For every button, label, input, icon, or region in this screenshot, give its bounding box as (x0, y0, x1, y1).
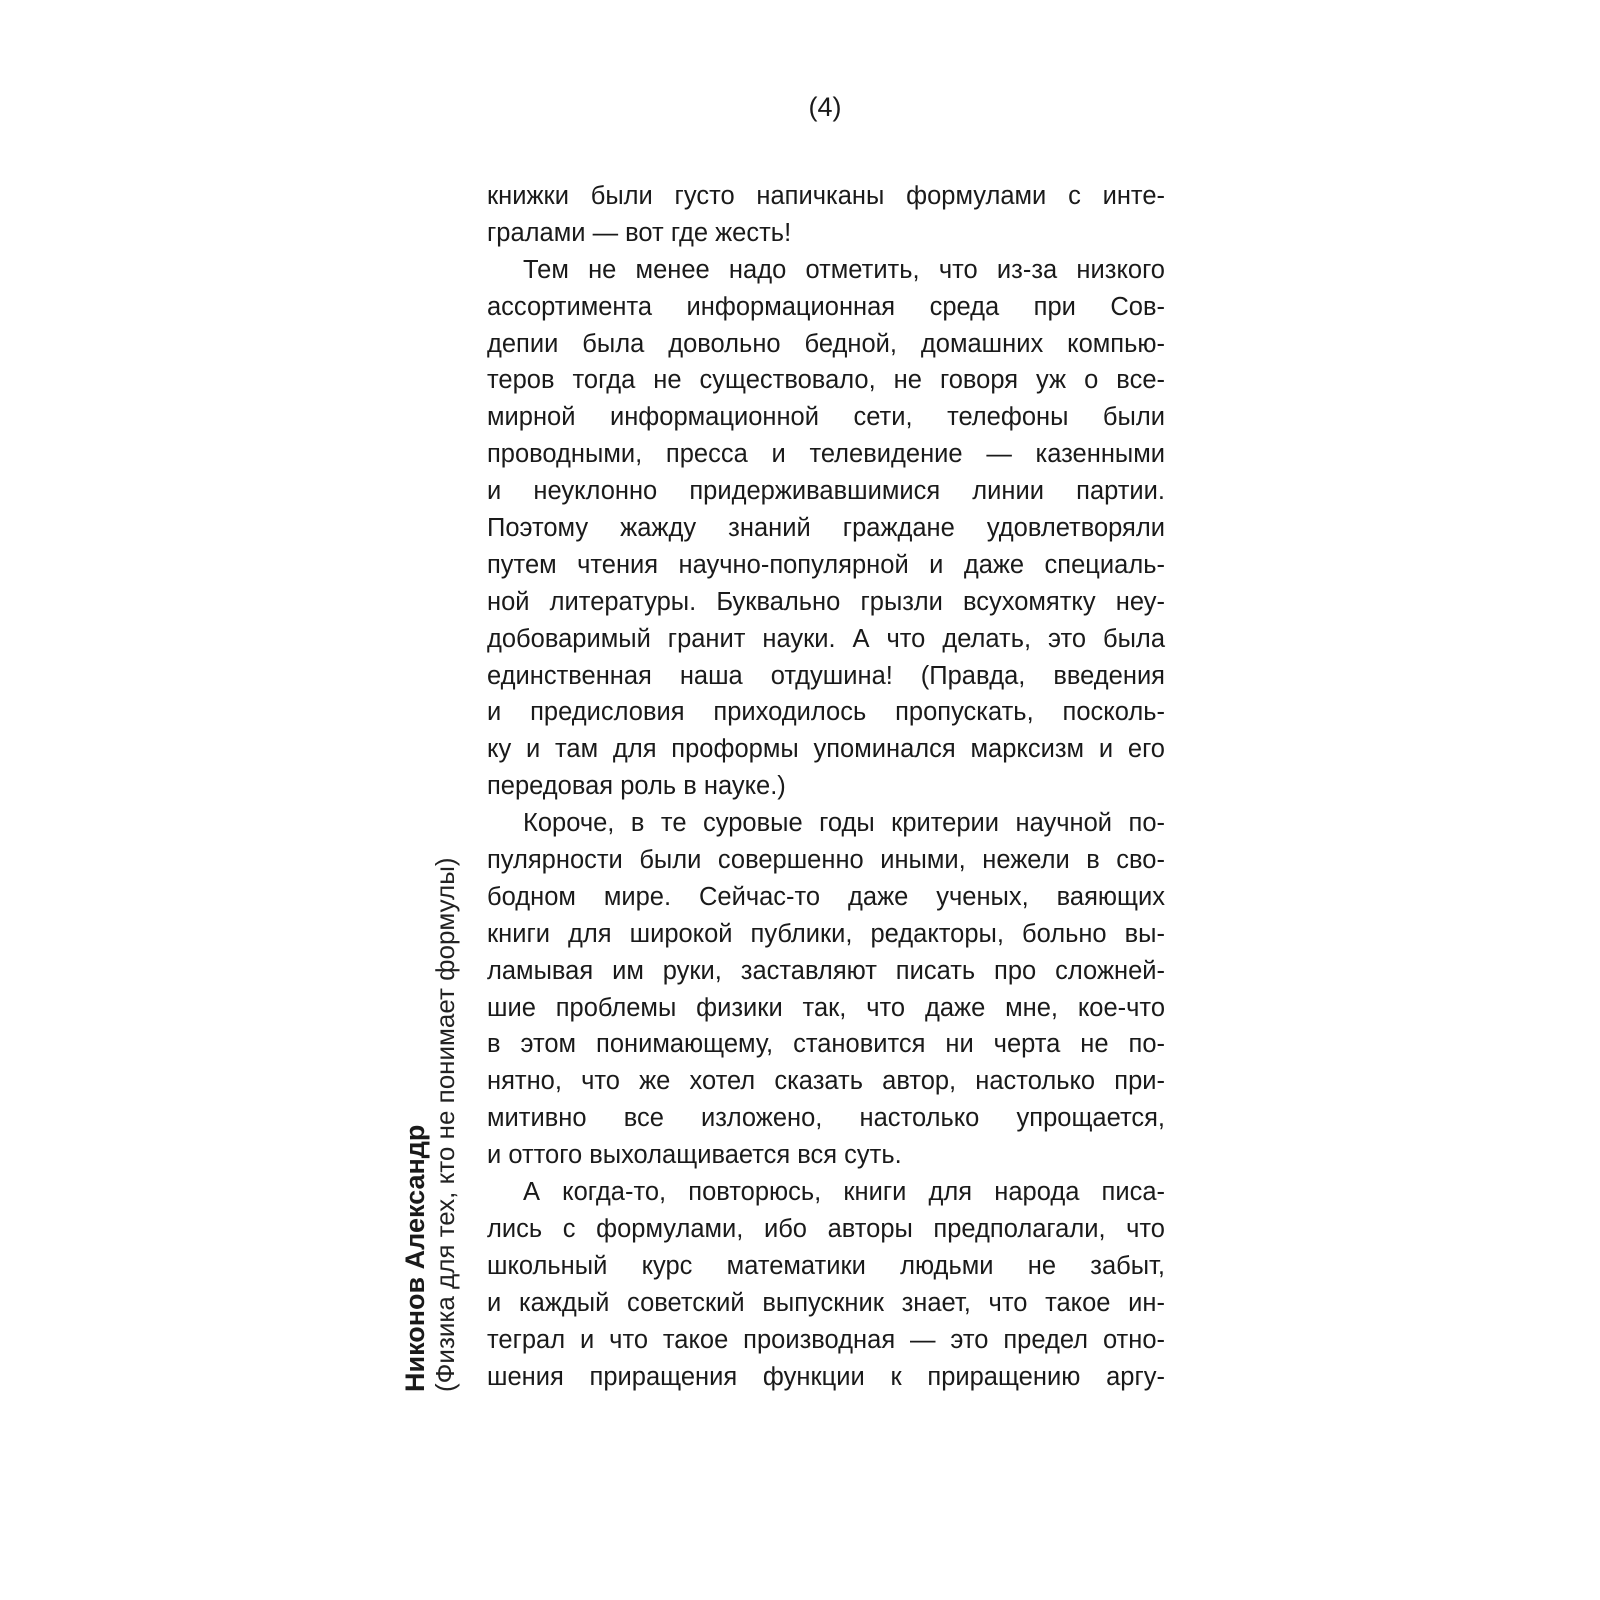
paragraph (487, 805, 1165, 1174)
text-line: единственная наша отдушина! (Правда, введения (487, 661, 1165, 690)
text-line: митивно все изложено, настолько упрощается, (487, 1104, 1165, 1133)
text-line: школьный курс математики людьми не забыт, (487, 1251, 1165, 1280)
text-line: добоваримый гранит науки. А что делать, это была (487, 624, 1165, 653)
book-author: Никонов Александр (400, 1124, 430, 1392)
text-line: ламывая им руки, заставляют писать про сложней- (487, 956, 1165, 985)
page-number: (4) (808, 92, 842, 122)
text-line: шения приращения функции к приращению аргу- (487, 1362, 1165, 1391)
text-line: в этом понимающему, становится ни черта не по- (487, 1030, 1165, 1059)
text-line: путем чтения научно-популярной и даже специаль- (487, 550, 1165, 579)
text-line: Тем не менее надо отметить, что из-за низкого (523, 255, 1165, 284)
text-line: А когда-то, повторюсь, книги для народа писа- (523, 1178, 1165, 1207)
running-header (400, 832, 460, 1392)
text-line: и неуклонно придерживавшимися линии партии. (487, 477, 1165, 506)
text-line: лись с формулами, ибо авторы предполагали, что (487, 1214, 1165, 1243)
text-line: Короче, в те суровые годы критерии научной по- (523, 809, 1165, 838)
text-line: ной литературы. Буквально грызли всухомятку неу- (487, 587, 1165, 616)
text-line: мирной информационной сети, телефоны были (487, 403, 1165, 432)
text-line: книги для широкой публики, редакторы, больно вы- (487, 919, 1165, 948)
paragraph (487, 178, 1165, 252)
text-line: и оттого выхолащивается вся суть. (487, 1141, 902, 1170)
text-line: ассортимента информационная среда при Сов- (487, 292, 1165, 321)
text-line: теров тогда не существовало, не говоря уж о все- (487, 366, 1165, 395)
text-line: бодном мире. Сейчас-то даже ученых, ваяющих (487, 882, 1165, 911)
book-title: (Физика для тех, кто не понимает формулы) (430, 857, 460, 1392)
text-line: и предисловия приходилось пропускать, посколь- (487, 698, 1165, 727)
text-line: Поэтому жажду знаний граждане удовлетворяли (487, 514, 1165, 543)
text-line: шие проблемы физики так, что даже мне, кое-что (487, 993, 1165, 1022)
body-text (487, 178, 1165, 1395)
text-line: книжки были густо напичканы формулами с инте- (487, 182, 1165, 210)
text-line: депии была довольно бедной, домашних компью- (487, 329, 1165, 358)
text-line: нятно, что же хотел сказать автор, настолько при- (487, 1067, 1165, 1096)
text-line: передовая роль в науке.) (487, 772, 786, 801)
text-line: ку и там для проформы упоминался марксизм и его (487, 735, 1165, 764)
paragraph (487, 1174, 1165, 1395)
text-line: проводными, пресса и телевидение — казенными (487, 440, 1165, 469)
text-line: гралами — вот где жесть! (487, 218, 792, 247)
text-line: и каждый советский выпускник знает, что такое ин- (487, 1288, 1165, 1317)
paragraph (487, 252, 1165, 805)
text-line: пулярности были совершенно иными, нежели в сво- (487, 846, 1165, 875)
text-line: теграл и что такое производная — это предел отно- (487, 1325, 1165, 1354)
